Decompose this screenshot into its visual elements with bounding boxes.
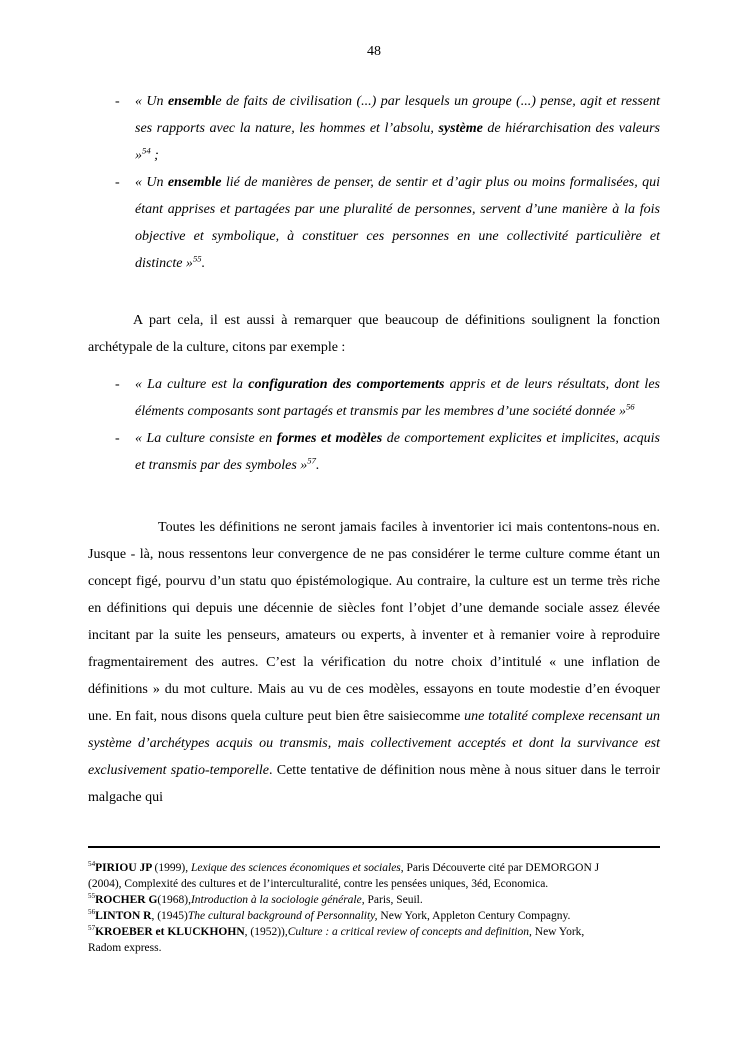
definition-list-item <box>88 425 660 479</box>
page-number: 48 <box>367 44 381 59</box>
footnote: $^{57}$KROEBER et KLUCKHOHN, (1952)),Culture : a critical review of concepts and definition, New York, Radom express. <box>88 924 585 954</box>
bullet-dash-marker: - <box>115 431 120 446</box>
footnote: $^{55}$ROCHER G(1968),Introduction à la sociologie générale, Paris, Seuil. <box>88 892 423 906</box>
intro-paragraph: A part cela, il est aussi à remarquer que beaucoup de définitions soulignent la fonction archétypale de la culture, citons par exemple : <box>88 313 660 355</box>
definition-list-item <box>88 88 660 169</box>
footnotes-section <box>88 860 660 956</box>
definitions-list-1 <box>88 88 660 277</box>
footnote: $^{56}$LINTON R, (1945)The cultural background of Personnality, New York, Appleton Century Compagny. <box>88 908 571 922</box>
footnote-separator-rule <box>88 846 660 848</box>
main-paragraph: Toutes les définitions ne seront jamais faciles à inventorier ici mais contentons-nous en. Jusque - là, nous ressentons leur convergence de ne pas considérer le terme culture comme étant un concept figé, pourvu d’un statu quo épistémologique. Au contraire, la culture est un terme très riche en définitions qui depuis une décennie de siècles font l’objet d’une demande sociale assez élevée incitant par la suite les penseurs, amateurs ou experts, à inventer et à remanier voire à reproduire fragmentairement des autres. C’est la vérification du notre choix d’intitulé « une inflation de définitions » du mot culture. Mais au vu de ces modèles, essayons en toute modestie d’en évoquer une. En fait, nous disons quela culture peut bien être saisiecomme une totalité complexe recensant un système d’archétypes acquis ou transmis, mais collectivement acceptés et dont la survivance est exclusivement spatio-temporelle. Cette tentative de définition nous mène à nous situer dans le terroir malgache qui <box>88 520 661 805</box>
definition-list-item <box>88 371 660 425</box>
definition-list-item <box>88 169 660 277</box>
definition-quote-text: « Un ensemble de faits de civilisation (...) par lesquels un groupe (...) pense, agit et ressent ses rapports avec la nature, les hommes et l’absolu, système de hiérarchisation des valeurs »$^{54}$ ; <box>135 94 660 163</box>
bullet-dash-marker: - <box>115 94 120 109</box>
definition-quote-text: « La culture consiste en formes et modèles de comportement explicites et implicites, acquis et transmis par des symboles »$^{57}$. <box>135 431 660 473</box>
bullet-dash-marker: - <box>115 377 120 392</box>
definition-quote-text: « Un ensemble lié de manières de penser, de sentir et d’agir plus ou moins formalisées, qui étant apprises et partagées par une pluralité de personnes, servent d’une manière à la fois objective et symbolique, à constituer ces personnes en une collectivité particulière et distincte »$^{55}$. <box>135 175 660 271</box>
definitions-list-2 <box>88 371 660 479</box>
bullet-dash-marker: - <box>115 175 120 190</box>
definition-quote-text: « La culture est la configuration des comportements appris et de leurs résultats, dont les éléments composants sont partagés et transmis par les membres d’une société donnée »$^{56}$ <box>135 377 660 419</box>
footnote: $^{54}$PIRIOU JP (1999), Lexique des sciences économiques et sociales, Paris Découverte cité par DEMORGON J (2004), Complexité des cultures et de l’interculturalité, contre les pensées uniques, 3éd, Economica. <box>88 860 600 890</box>
